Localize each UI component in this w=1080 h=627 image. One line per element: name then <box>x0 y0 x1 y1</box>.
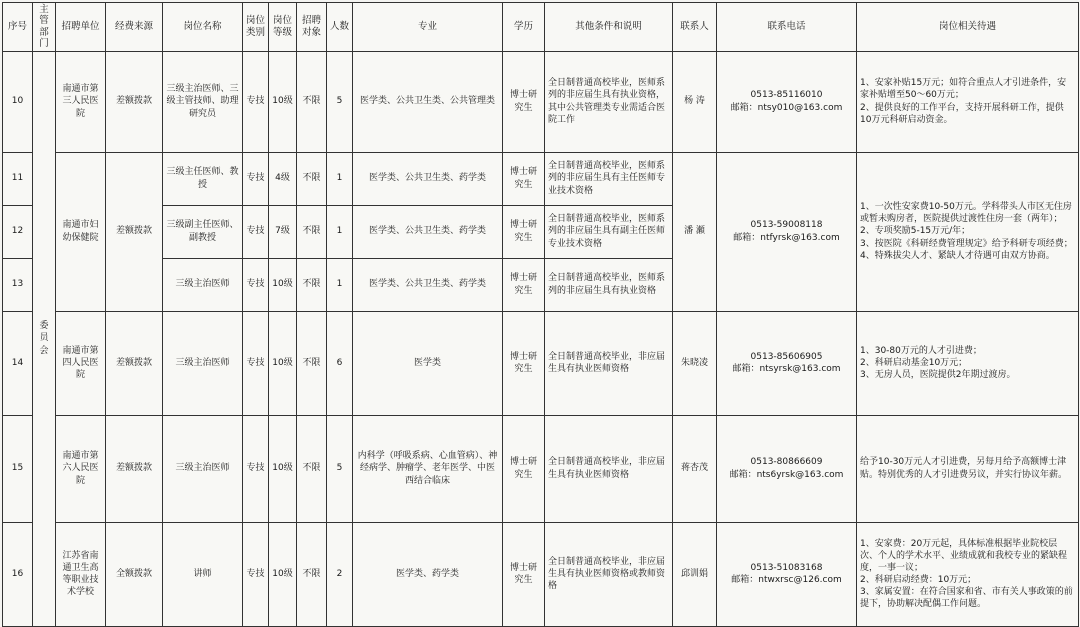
cell-target: 不限 <box>297 51 327 152</box>
cell-count: 5 <box>327 415 353 522</box>
cell-contact: 邱训娟 <box>673 522 717 626</box>
header-seq: 序号 <box>3 3 33 52</box>
cell-post: 三级主治医师 <box>163 311 243 415</box>
cell-unit: 南通市第三人民医院 <box>56 51 106 152</box>
email-address: 邮箱：ntsyrsk@163.com <box>732 364 841 375</box>
cell-unit: 江苏省南通卫生高等职业技术学校 <box>56 522 106 626</box>
cell-count: 2 <box>327 522 353 626</box>
cell-benefit: 1、一次性安家费10-50万元。学科带头人市区无住房或暂未购房者，医院提供过渡性住房一套（两年）； 2、专项奖励5-15万元/年； 3、按医院《科研经费管理规定》给予科研专项经费； 4、特殊拔尖人才、紧缺人才待遇可由双方协商。 <box>857 152 1079 311</box>
header-count: 人数 <box>327 3 353 52</box>
cell-benefit: 1、安家补贴15万元；如符合重点人才引进条件，安家补贴增至50～60万元； 2、提供良好的工作平台，支持开展科研工作，提供10万元科研启动资金。 <box>857 51 1079 152</box>
cell-major: 医学类、公共卫生类、药学类 <box>353 258 503 311</box>
cell-phone <box>717 522 857 626</box>
cell-type: 专技 <box>243 51 269 152</box>
cell-phone <box>717 152 857 311</box>
cell-level: 7级 <box>269 205 297 258</box>
cell-benefit: 1、安家费：20万元起，具体标准根据毕业院校层次、个人的学术水平、业绩成就和我校专业的紧缺程度，一事一议； 2、科研启动经费：10万元； 3、家属安置：在符合国家和省、市有关人事政策的前提下，协助解决配偶工作问题。 <box>857 522 1079 626</box>
cell-contact: 朱晓凌 <box>673 311 717 415</box>
cell-type: 专技 <box>243 415 269 522</box>
cell-level: 10级 <box>269 522 297 626</box>
recruitment-table <box>2 2 1079 627</box>
cell-unit: 南通市第六人民医院 <box>56 415 106 522</box>
email-address: 邮箱：ntsy010@163.com <box>730 102 843 113</box>
header-major: 专业 <box>353 3 503 52</box>
cell-target: 不限 <box>297 152 327 205</box>
header-benefit: 岗位相关待遇 <box>857 3 1079 52</box>
cell-level: 10级 <box>269 311 297 415</box>
cell-type: 专技 <box>243 205 269 258</box>
cell-post: 三级主治医师、三级主管技师、助理研究员 <box>163 51 243 152</box>
cell-target: 不限 <box>297 205 327 258</box>
cell-cond: 全日制普通高校毕业，医师系列的非应届生具有执业资格，其中公共管理类专业需适合医院工作 <box>545 51 673 152</box>
cell-level: 10级 <box>269 415 297 522</box>
phone-number: 0513-51083168 <box>750 562 823 573</box>
cell-count: 1 <box>327 205 353 258</box>
cell-seq: 16 <box>3 522 33 626</box>
cell-fund: 差额拨款 <box>106 311 163 415</box>
cell-benefit: 给予10-30万元人才引进费，另每月给予高额博士津贴。特别优秀的人才引进费另议，并实行协议年薪。 <box>857 415 1079 522</box>
cell-count: 6 <box>327 311 353 415</box>
table-row <box>3 51 1079 152</box>
header-type: 岗位类别 <box>243 3 269 52</box>
cell-seq: 11 <box>3 152 33 205</box>
cell-level: 4级 <box>269 152 297 205</box>
header-level: 岗位等级 <box>269 3 297 52</box>
cell-count: 1 <box>327 258 353 311</box>
cell-fund: 差额拨款 <box>106 415 163 522</box>
table-row <box>3 311 1079 415</box>
cell-cond: 全日制普通高校毕业，医师系列的非应届生具有副主任医师专业技术资格 <box>545 205 673 258</box>
cell-post: 三级主治医师 <box>163 415 243 522</box>
email-address: 邮箱：ntwxrsc@126.com <box>731 575 842 586</box>
cell-level: 10级 <box>269 51 297 152</box>
table-row <box>3 415 1079 522</box>
cell-fund: 全额拨款 <box>106 522 163 626</box>
header-contact: 联系人 <box>673 3 717 52</box>
header-cond: 其他条件和说明 <box>545 3 673 52</box>
cell-seq: 12 <box>3 205 33 258</box>
phone-number: 0513-85606905 <box>750 351 823 362</box>
cell-edu: 博士研究生 <box>503 311 545 415</box>
cell-seq: 10 <box>3 51 33 152</box>
cell-major: 医学类 <box>353 311 503 415</box>
cell-seq: 15 <box>3 415 33 522</box>
cell-post: 三级副主任医师、副教授 <box>163 205 243 258</box>
cell-major: 医学类、公共卫生类、药学类 <box>353 152 503 205</box>
cell-major: 医学类、公共卫生类、药学类 <box>353 205 503 258</box>
cell-post: 讲师 <box>163 522 243 626</box>
cell-major: 医学类、药学类 <box>353 522 503 626</box>
cell-post: 三级主治医师 <box>163 258 243 311</box>
cell-contact: 杨 涛 <box>673 51 717 152</box>
cell-type: 专技 <box>243 152 269 205</box>
cell-edu: 博士研究生 <box>503 51 545 152</box>
cell-seq: 14 <box>3 311 33 415</box>
cell-cond: 全日制普通高校毕业，非应届生具有执业医师资格或教师资格 <box>545 522 673 626</box>
cell-count: 5 <box>327 51 353 152</box>
cell-cond: 全日制普通高校毕业，非应届生具有执业医师资格 <box>545 311 673 415</box>
cell-contact: 潘 瀬 <box>673 152 717 311</box>
cell-unit: 南通市第四人民医院 <box>56 311 106 415</box>
phone-number: 0513-59008118 <box>750 220 823 231</box>
cell-fund: 差额拨款 <box>106 152 163 311</box>
cell-fund: 差额拨款 <box>106 51 163 152</box>
cell-unit: 南通市妇幼保健院 <box>56 152 106 311</box>
header-dept: 主管部门 <box>33 3 56 52</box>
cell-phone <box>717 415 857 522</box>
cell-phone <box>717 311 857 415</box>
cell-major: 内科学（呼吸系病、心血管病）、神经病学、肿瘤学、老年医学、中医西结合临床 <box>353 415 503 522</box>
cell-count: 1 <box>327 152 353 205</box>
cell-post: 三级主任医师、教授 <box>163 152 243 205</box>
header-unit: 招聘单位 <box>56 3 106 52</box>
cell-phone <box>717 51 857 152</box>
cell-type: 专技 <box>243 522 269 626</box>
cell-benefit: 1、30-80万元的人才引进费； 2、科研启动基金10万元； 3、无房人员，医院提供2年期过渡房。 <box>857 311 1079 415</box>
cell-level: 10级 <box>269 258 297 311</box>
cell-seq: 13 <box>3 258 33 311</box>
cell-target: 不限 <box>297 415 327 522</box>
cell-type: 专技 <box>243 258 269 311</box>
cell-target: 不限 <box>297 311 327 415</box>
header-edu: 学历 <box>503 3 545 52</box>
cell-edu: 博士研究生 <box>503 415 545 522</box>
header-row <box>3 3 1079 52</box>
cell-dept: 委员会 <box>33 51 56 626</box>
header-post: 岗位名称 <box>163 3 243 52</box>
cell-edu: 博士研究生 <box>503 152 545 205</box>
cell-edu: 博士研究生 <box>503 205 545 258</box>
email-address: 邮箱：nts6yrsk@163.com <box>729 469 844 480</box>
cell-cond: 全日制普通高校毕业，非应届生具有执业医师资格 <box>545 415 673 522</box>
header-fund: 经费来源 <box>106 3 163 52</box>
cell-cond: 全日制普通高校毕业，医师系列的非应届生具有主任医师专业技术资格 <box>545 152 673 205</box>
table-row <box>3 522 1079 626</box>
cell-cond: 全日制普通高校毕业，医师系列的非应届生具有执业资格 <box>545 258 673 311</box>
cell-type: 专技 <box>243 311 269 415</box>
cell-major: 医学类、公共卫生类、公共管理类 <box>353 51 503 152</box>
cell-contact: 蒋杏茂 <box>673 415 717 522</box>
table-row <box>3 152 1079 205</box>
email-address: 邮箱：ntfyrsk@163.com <box>733 232 840 243</box>
cell-edu: 博士研究生 <box>503 258 545 311</box>
cell-target: 不限 <box>297 522 327 626</box>
phone-number: 0513-85116010 <box>750 90 823 101</box>
header-phone: 联系电话 <box>717 3 857 52</box>
cell-edu: 博士研究生 <box>503 522 545 626</box>
header-target: 招聘对象 <box>297 3 327 52</box>
cell-target: 不限 <box>297 258 327 311</box>
phone-number: 0513-80866609 <box>750 457 823 468</box>
